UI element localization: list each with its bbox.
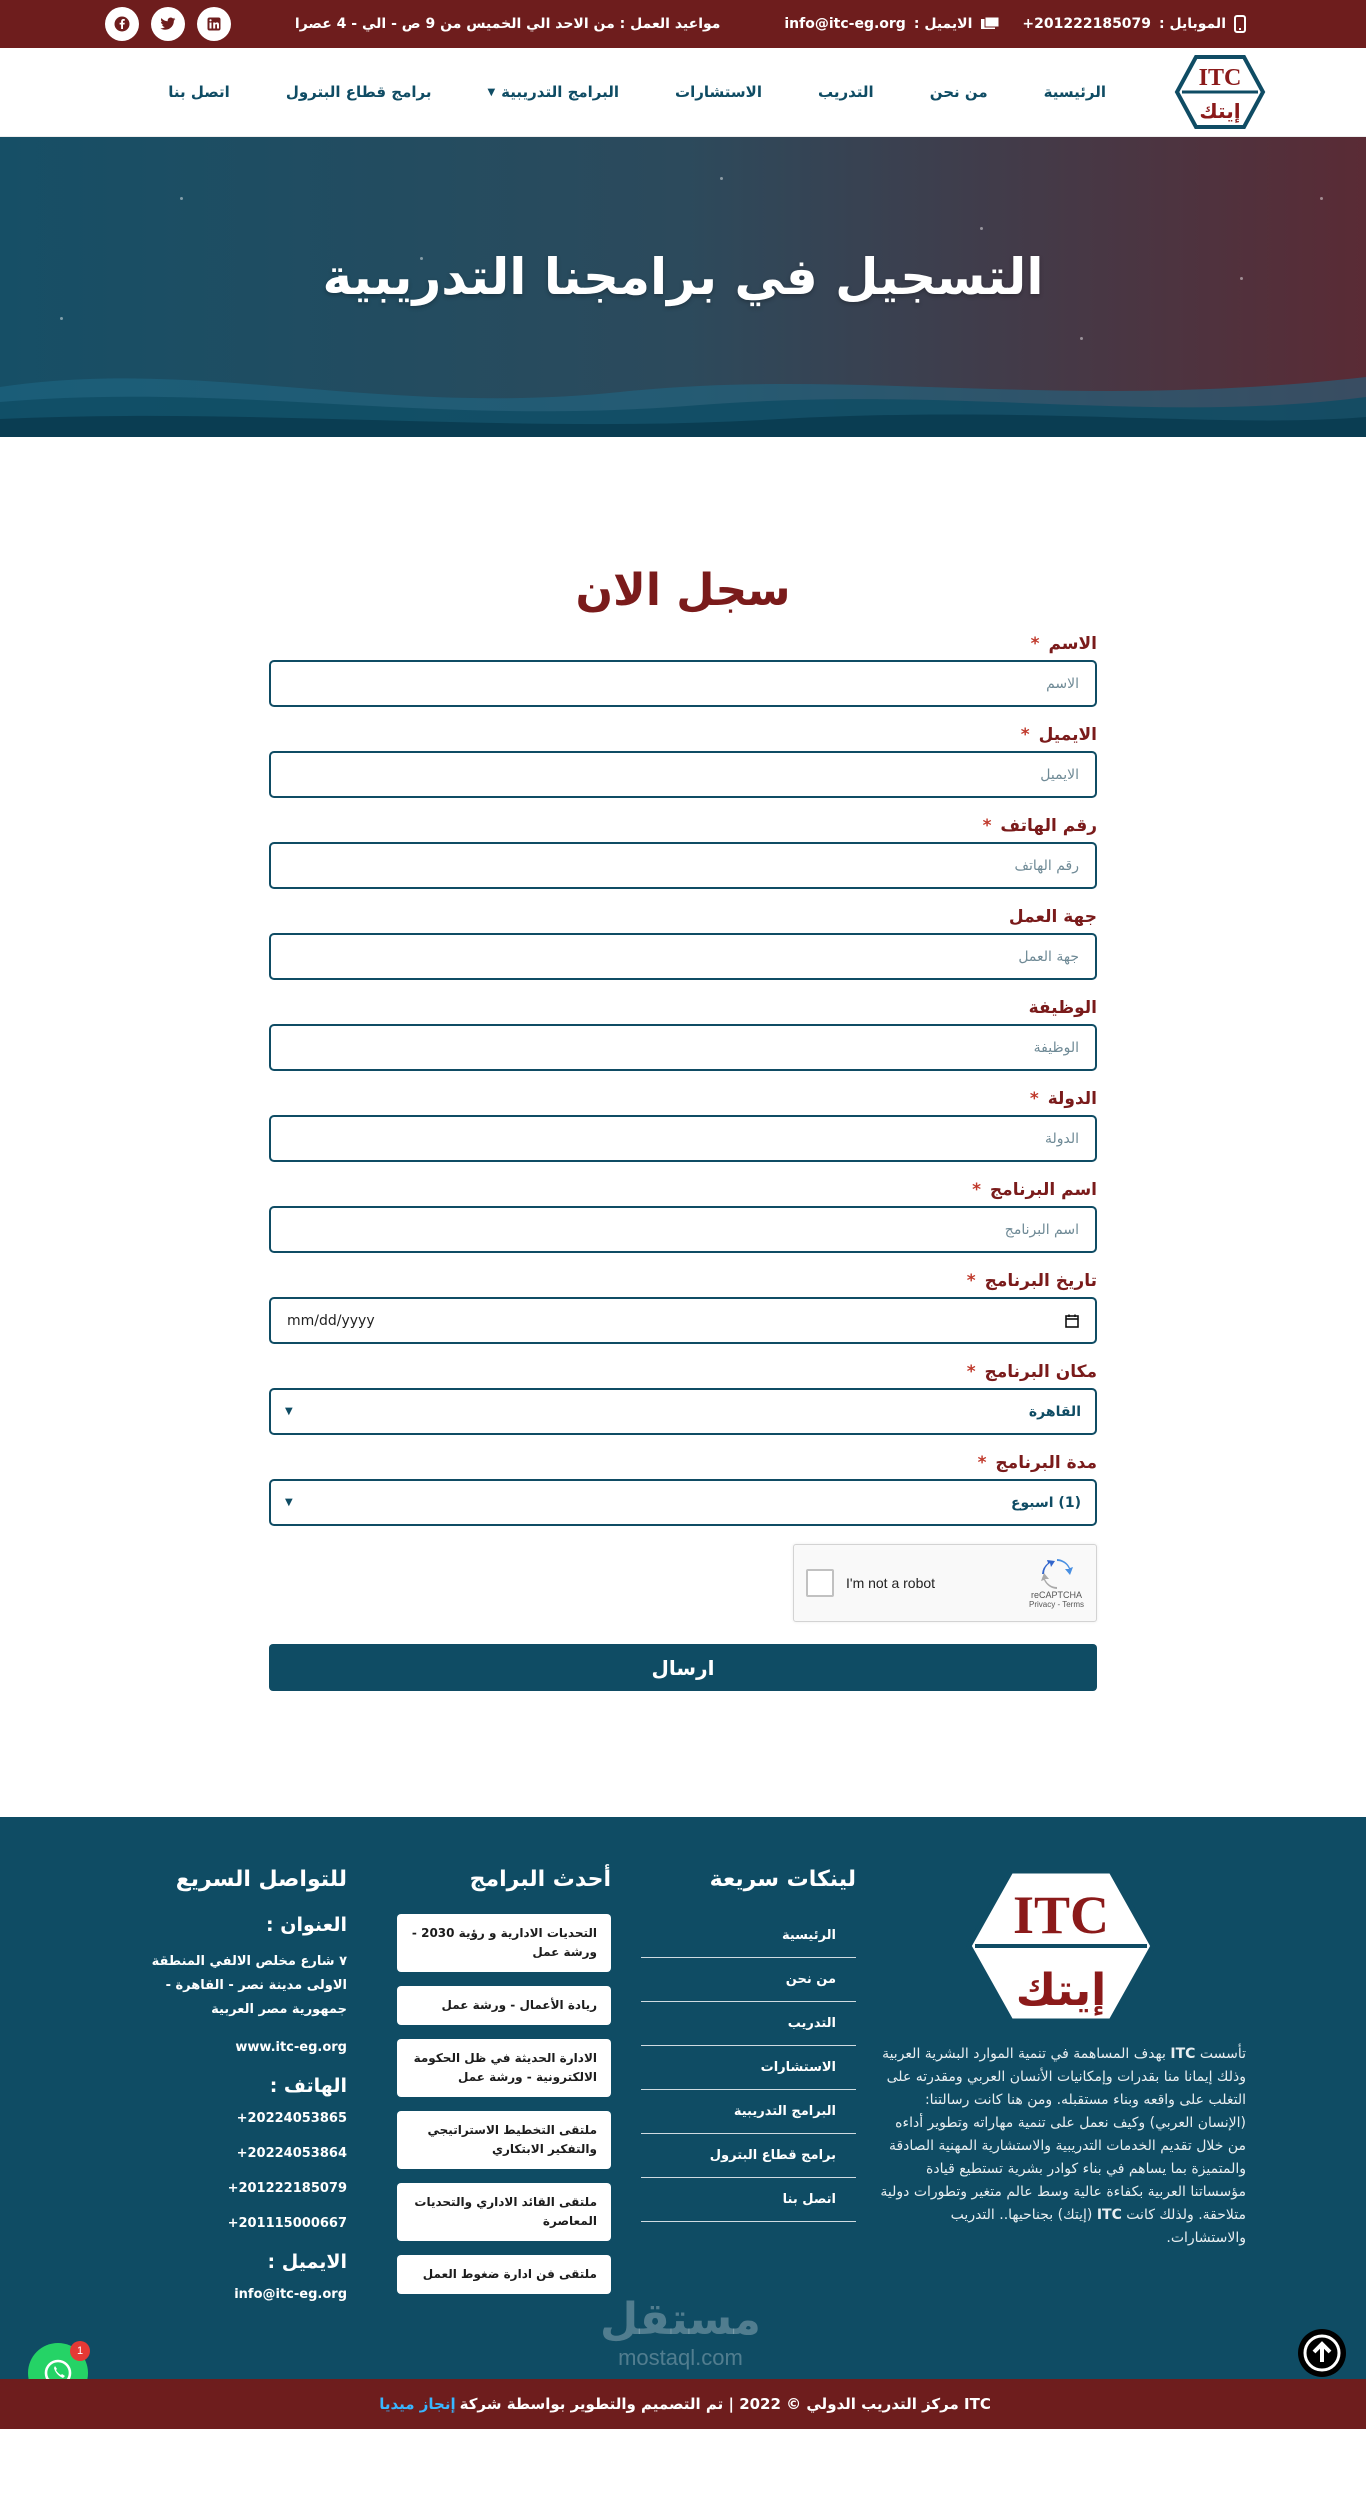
phone-number[interactable]: +201222185079	[227, 2181, 347, 2196]
label-country: الدولة *	[1029, 1089, 1097, 1109]
submit-button[interactable]: ارسال	[269, 1644, 1097, 1691]
program-card[interactable]: الادارة الحديثة في ظل الحكومة الالكترونية - ورشة عمل	[397, 2039, 611, 2097]
footer-link-petroleum-programs[interactable]: برامج قطاع البترول	[641, 2134, 856, 2178]
program-card[interactable]: ريادة الأعمال - ورشة عمل	[397, 1986, 611, 2025]
working-hours: مواعيد العمل : من الاحد الي الخميس من 9 ص - الي - 4 عصرا	[294, 16, 721, 32]
nav-item-consulting[interactable]: الاستشارات	[675, 83, 762, 101]
field-program-date	[269, 1271, 1097, 1344]
nav-item-training-programs[interactable]	[459, 83, 647, 101]
svg-text:ITC: ITC	[1012, 1885, 1110, 1945]
label-program-duration: مدة البرنامج *	[977, 1453, 1097, 1473]
label-employer: جهة العمل	[1008, 907, 1097, 927]
label-program-date: تاريخ البرنامج *	[966, 1271, 1097, 1291]
twitter-icon[interactable]	[151, 7, 185, 41]
date-placeholder: mm/dd/yyyy	[287, 1312, 375, 1329]
footer-about	[866, 1867, 1256, 2377]
label-phone: رقم الهاتف *	[982, 816, 1097, 836]
field-program-place	[269, 1362, 1097, 1435]
topbar-mobile[interactable]	[1022, 15, 1246, 33]
mobile-label: الموبايل :	[1159, 16, 1226, 32]
program-card[interactable]: ملتقى التخطيط الاستراتيجي والتفكير الابتكاري	[397, 2111, 611, 2169]
nav-item-home[interactable]: الرئيسية	[1043, 83, 1106, 101]
recaptcha-brand-text: reCAPTCHA	[1031, 1589, 1083, 1600]
phone-input[interactable]	[269, 842, 1097, 889]
recaptcha-widget	[793, 1544, 1097, 1622]
email-label: الايميل :	[913, 16, 973, 32]
footer-link-contact[interactable]: اتصل بنا	[641, 2178, 856, 2222]
contact-title: للتواصل السريع	[175, 1867, 347, 1892]
program-name-input[interactable]	[269, 1206, 1097, 1253]
program-card[interactable]: ملتقى القائد الاداري والتحديات المعاصرة	[397, 2183, 611, 2241]
nav-item-training-programs-label: البرامج التدريبية	[501, 83, 620, 101]
field-program-duration	[269, 1453, 1097, 1526]
label-program-name: اسم البرنامج *	[972, 1180, 1097, 1200]
top-bar	[0, 0, 1366, 48]
field-email	[269, 725, 1097, 798]
footer-link-home[interactable]: الرئيسية	[641, 1914, 856, 1958]
field-job	[269, 998, 1097, 1071]
employer-input[interactable]	[269, 933, 1097, 980]
recaptcha-brand	[1029, 1558, 1084, 1609]
footer-contact	[117, 1867, 347, 2377]
topbar-email[interactable]	[784, 16, 1000, 32]
page-hero	[0, 137, 1366, 437]
label-name: الاسم *	[1030, 634, 1097, 654]
copyright-text: ITC مركز التدريب الدولي © 2022 | تم التصميم والتطوير بواسطة شركة	[459, 2395, 991, 2413]
quick-links-title: لينكات سريعة	[709, 1867, 856, 1892]
email-title: الايميل :	[267, 2251, 347, 2273]
address-text: ٧ شارع مخلص الالفي المنطقة الاولى مدينة نصر - القاهرة - جمهورية مصر العربية	[151, 1954, 347, 2017]
hero-title: التسجيل في برامجنا التدريبية	[322, 248, 1044, 306]
footer-link-training-programs[interactable]: البرامج التدريبية	[641, 2090, 856, 2134]
svg-text:إيتك: إيتك	[1199, 99, 1241, 123]
recaptcha-links[interactable]: Privacy - Terms	[1029, 1599, 1084, 1609]
recaptcha-logo-icon	[1041, 1558, 1073, 1590]
captcha-row	[269, 1544, 1097, 1622]
program-card[interactable]: التحديات الادارية و رؤية 2030 - ورشة عمل	[397, 1914, 611, 1972]
svg-text:ITC: ITC	[1198, 65, 1242, 91]
calendar-icon[interactable]	[1065, 1314, 1079, 1328]
svg-text:إيتك: إيتك	[1015, 1965, 1107, 2016]
site-footer	[0, 1817, 1366, 2429]
footer-link-about[interactable]: من نحن	[641, 1958, 856, 2002]
nav-item-training[interactable]: التدريب	[817, 83, 874, 101]
field-phone	[269, 816, 1097, 889]
phone-number[interactable]: +20224053865	[236, 2111, 347, 2126]
caret-down-icon: ▼	[487, 86, 496, 98]
name-input[interactable]	[269, 660, 1097, 707]
select-arrow-icon: ▼	[285, 1406, 293, 1417]
mail-icon	[980, 16, 1000, 32]
address-title: العنوان :	[266, 1914, 347, 1936]
social-links	[105, 7, 231, 41]
program-card[interactable]: ملتقى فن ادارة ضغوط العمل	[397, 2255, 611, 2294]
footer-link-training[interactable]: التدريب	[641, 2002, 856, 2046]
nav-item-petroleum-programs[interactable]: برامج قطاع البترول	[285, 83, 432, 101]
nav-item-contact[interactable]: اتصل بنا	[168, 83, 230, 101]
program-duration-select[interactable]	[269, 1479, 1097, 1526]
linkedin-icon[interactable]	[197, 7, 231, 41]
mobile-number: +201222185079	[1022, 16, 1152, 32]
phone-title: الهاتف :	[269, 2075, 347, 2097]
email-value: info@itc-eg.org	[784, 16, 906, 32]
form-title: سجل الان	[575, 565, 791, 616]
field-employer	[269, 907, 1097, 980]
nav-menu	[110, 83, 1174, 101]
label-job: الوظيفة	[1028, 998, 1097, 1018]
topbar-contact	[784, 15, 1246, 33]
country-input[interactable]	[269, 1115, 1097, 1162]
email-input[interactable]	[269, 751, 1097, 798]
copyright-bar	[0, 2379, 1366, 2429]
mostaql-watermark: مستقل mostaql.com	[600, 2294, 761, 2370]
field-name	[269, 634, 1097, 707]
label-program-place: مكان البرنامج *	[966, 1362, 1097, 1382]
facebook-icon[interactable]	[105, 7, 139, 41]
scroll-to-top-button[interactable]	[1298, 2329, 1346, 2377]
mobile-phone-icon	[1234, 15, 1246, 33]
hero-waves	[0, 347, 1366, 437]
phone-number[interactable]: +201115000667	[227, 2216, 347, 2231]
footer-latest-programs	[397, 1867, 611, 2377]
footer-link-consulting[interactable]: الاستشارات	[641, 2046, 856, 2090]
recaptcha-checkbox[interactable]	[806, 1569, 834, 1597]
whatsapp-badge: 1	[70, 2341, 90, 2361]
program-duration-value: (1) اسبوع	[1010, 1494, 1081, 1511]
label-email: الايميل *	[1020, 725, 1097, 745]
nav-item-about[interactable]: من نحن	[929, 83, 988, 101]
program-date-input[interactable]	[269, 1297, 1097, 1344]
recaptcha-label: I'm not a robot	[846, 1575, 936, 1591]
developer-link[interactable]: إنجاز ميديا	[379, 2395, 456, 2413]
website-link[interactable]: www.itc-eg.org	[235, 2040, 347, 2055]
main-navbar	[0, 48, 1366, 137]
program-place-value: القاهرة	[1028, 1403, 1081, 1420]
job-input[interactable]	[269, 1024, 1097, 1071]
site-logo[interactable]	[1174, 53, 1266, 131]
program-place-select[interactable]	[269, 1388, 1097, 1435]
arrow-up-icon	[1302, 2333, 1342, 2373]
phone-number[interactable]: +20224053864	[236, 2146, 347, 2161]
footer-about-text: تأسست ITC بهدف المساهمة في تنمية الموارد البشرية العربية وذلك إيمانا منا بقدرات وإمكانيات الأنسان العربي ومقدرته على التغلب على واقعه وبناء مستقبله. ومن هنا كانت رسالتنا: (الإنسان العربي) وكيف نعمل على تنمية مهاراته وتطوير أداءه من خلال تقديم الخدمات التدريبية والاستشارية المهنية الصادقة والمتميزة بما يساهم في بناء كوادر بشرية تستطيع قيادة مؤسساتنا العربية بكفاءة عالية وسط عالم متغير وتطورات دولية متلاحقة. ولذلك كانت ITC (إيتك) بجناحيها.. التدريب والاستشارات.	[880, 2046, 1246, 2246]
select-arrow-icon: ▼	[285, 1497, 293, 1508]
field-country	[269, 1089, 1097, 1162]
footer-logo	[965, 1867, 1157, 2025]
registration-form	[269, 437, 1097, 1817]
latest-programs-title: أحدث البرامج	[469, 1867, 611, 1892]
footer-email[interactable]: info@itc-eg.org	[234, 2287, 347, 2302]
field-program-name	[269, 1180, 1097, 1253]
